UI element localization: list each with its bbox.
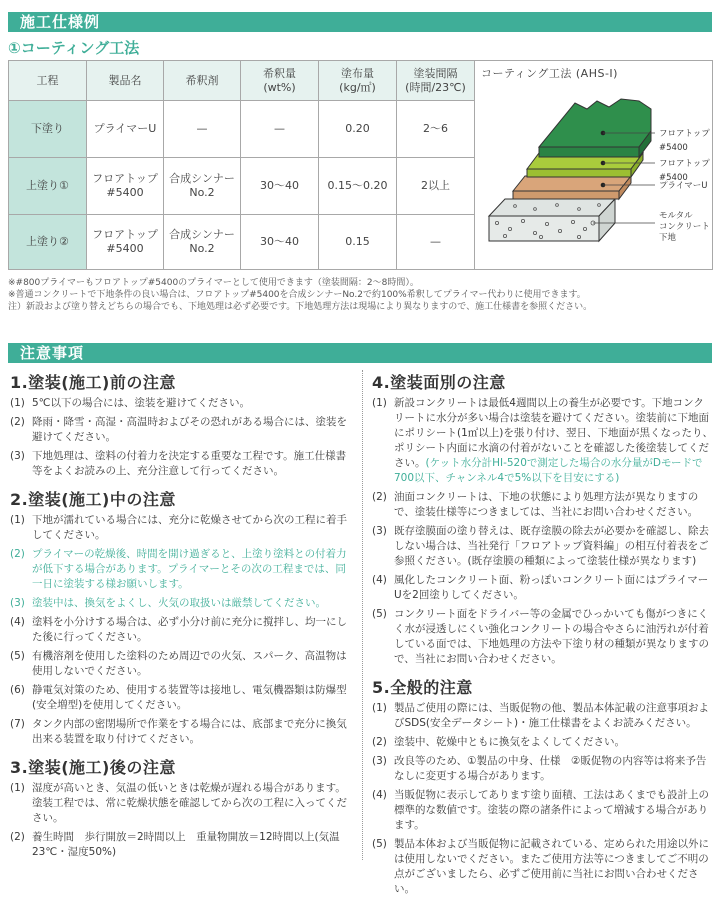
block-heading: 5.全般的注意 bbox=[372, 678, 473, 697]
item-number: (2) bbox=[10, 831, 25, 843]
layer-label-topcoat1: フロアトップ#5400 bbox=[659, 159, 710, 183]
header-unit: (時間/23℃) bbox=[405, 80, 466, 94]
caution-block-after bbox=[10, 755, 352, 860]
block-heading: 4.塗装面別の注意 bbox=[372, 373, 506, 392]
note-line: ※普通コンクリートで下地条件の良い場合は、フロアトップ#5400を合成シンナーNo.2で約100%希釈してプライマー代わりに使用できます。 bbox=[8, 290, 586, 300]
item-number: (3) bbox=[372, 525, 387, 537]
item-text: 製品本体および当販促物に記載されている、定められた用途以外には使用しないでください。またご使用方法等につきましてご不明の点がございましたら、必ずご使用前に当社にお問い合わせください。 bbox=[394, 838, 709, 895]
layer-label-substrate bbox=[659, 211, 712, 244]
item-number: (5) bbox=[372, 608, 387, 620]
list-item bbox=[372, 490, 714, 520]
block-heading: 2.塗装(施工)中の注意 bbox=[10, 490, 176, 509]
substrate-line: モルタル bbox=[659, 211, 693, 221]
diagram-title: コーティング工法 (AHS-I) bbox=[481, 67, 618, 80]
substrate-line: コンクリート下地 bbox=[659, 222, 710, 243]
item-number: (1) bbox=[10, 514, 25, 526]
list-item bbox=[10, 649, 352, 679]
caution-block-before bbox=[10, 370, 352, 479]
list-item bbox=[372, 573, 714, 603]
item-number: (1) bbox=[10, 397, 25, 409]
item-text: 養生時間 歩行開放＝2時間以上 重量物開放＝12時間以上(気温23℃・湿度50%) bbox=[32, 831, 340, 858]
header-label: 工程 bbox=[36, 73, 59, 87]
cell-thinner bbox=[164, 215, 241, 270]
spec-notes bbox=[8, 277, 592, 313]
column-divider bbox=[362, 370, 363, 860]
item-text: 塗装中、乾燥中ともに換気をよくしてください。 bbox=[394, 736, 625, 748]
item-number: (4) bbox=[372, 574, 387, 586]
thinner-code: No.2 bbox=[189, 242, 215, 255]
item-number: (7) bbox=[10, 718, 25, 730]
cell-dilution: 30〜40 bbox=[241, 215, 319, 270]
moisture-guideline: (ケット水分計HI-520で測定した場合の水分量がDモードで700以下、チャンネル4で5%以下を目安にする) bbox=[394, 457, 703, 484]
list-item bbox=[372, 396, 714, 486]
item-number: (2) bbox=[10, 548, 25, 560]
item-number: (3) bbox=[10, 450, 25, 462]
item-number: (1) bbox=[372, 702, 387, 714]
header-label: 製品名 bbox=[108, 73, 142, 87]
header-product bbox=[87, 61, 164, 101]
caution-block-during bbox=[10, 487, 352, 747]
cell-thinner: — bbox=[164, 101, 241, 158]
item-number: (4) bbox=[372, 789, 387, 801]
item-text: 油面コンクリートは、下地の状態により処理方法が異なりますので、塗装仕様等につきましては、当社にお問い合わせください。 bbox=[394, 491, 699, 518]
header-label: 希釈量 bbox=[263, 66, 296, 80]
thinner-code: No.2 bbox=[189, 186, 215, 199]
thinner-name: 合成シンナー bbox=[169, 228, 235, 241]
cell-coverage: 0.15 bbox=[319, 215, 397, 270]
list-item bbox=[10, 396, 352, 411]
list-item bbox=[10, 781, 352, 826]
list-item bbox=[372, 607, 714, 667]
item-number: (5) bbox=[10, 650, 25, 662]
list-item bbox=[372, 754, 714, 784]
item-text: 風化したコンクリート面、粉っぽいコンクリート面にはプライマーUを2回塗りしてください。 bbox=[394, 574, 709, 601]
item-text: 当販促物に表示してあります塗り面積、工法はあくまでも設計上の標準的な数値です。塗装の際の諸条件によって増減する場合があります。 bbox=[394, 789, 709, 831]
cell-coverage: 0.15〜0.20 bbox=[319, 158, 397, 215]
item-text: 塗料を小分けする場合は、必ず小分け前に充分に撹拌し、均一にした後に行ってください。 bbox=[32, 616, 347, 643]
item-text: 有機溶剤を使用した塗料のため周辺での火気、スパーク、高温物は使用しないでください。 bbox=[32, 650, 347, 677]
cell-interval: 2〜6 bbox=[397, 101, 475, 158]
header-label: 塗布量 bbox=[341, 66, 374, 80]
product-code: #5400 bbox=[106, 186, 144, 199]
caution-block-surface bbox=[372, 370, 714, 667]
list-item bbox=[10, 683, 352, 713]
item-text: 改良等のため、①製品の中身、仕様 ②販促物の内容等は将来予告なしに変更する場合があります。 bbox=[394, 755, 707, 782]
header-unit: (wt%) bbox=[263, 80, 296, 94]
item-number: (6) bbox=[10, 684, 25, 696]
item-number: (1) bbox=[372, 397, 387, 409]
item-text bbox=[394, 396, 714, 486]
cell-interval: — bbox=[397, 215, 475, 270]
item-number: (2) bbox=[372, 491, 387, 503]
list-item bbox=[10, 415, 352, 445]
item-body: 新設コンクリートは最低4週間以上の養生が必要です。下地コンクリートに水分が多い場合は塗装を避けてください。塗装前に下地面にポリシート(1㎡以上)を張り付け、翌日、下地面が黒くなったり、ポリシート内面に水滴の付着がないことを確認した後塗装してください。 bbox=[394, 397, 713, 469]
item-text: 静電気対策のため、使用する装置等は接地し、電気機器類は防爆型(安全増型)を使用してください。 bbox=[32, 684, 347, 711]
cell-step: 上塗り① bbox=[9, 158, 87, 215]
layer-label-topcoat2: フロアトップ#5400 bbox=[659, 129, 710, 153]
cell-product bbox=[87, 215, 164, 270]
item-text: 湿度が高いとき、気温の低いときは乾燥が遅れる場合があります。塗装工程では、常に乾燥状態を確認してから次の工程に入ってください。 bbox=[32, 782, 347, 824]
header-label: 希釈剤 bbox=[185, 73, 219, 87]
item-number: (5) bbox=[372, 838, 387, 850]
list-item bbox=[10, 830, 352, 860]
product-name: フロアトップ bbox=[92, 228, 158, 241]
item-text: 5℃以下の場合には、塗装を避けてください。 bbox=[32, 397, 250, 409]
item-text: 下地処理は、塗料の付着力を決定する重要な工程です。施工仕様書等をよくお読みの上、充分注意して行ってください。 bbox=[32, 450, 347, 477]
item-number: (2) bbox=[372, 736, 387, 748]
item-text: コンクリート面をドライバー等の金属でひっかいても傷がつきにくく水が浸透しにくい強化コンクリートの場合やさらに油汚れが付着している面では、下地処理の方法や下塗り材の種類が異なりますので、当社にお問い合わせください。 bbox=[394, 608, 709, 665]
header-dilution bbox=[241, 61, 319, 101]
list-item-highlighted bbox=[10, 547, 352, 592]
header-step bbox=[9, 61, 87, 101]
table-header-row bbox=[9, 61, 713, 101]
item-text: 降雨・降雪・高湿・高温時およびその恐れがある場合には、塗装を避けてください。 bbox=[32, 416, 347, 443]
list-item bbox=[372, 701, 714, 731]
list-item bbox=[372, 524, 714, 569]
item-number: (4) bbox=[10, 616, 25, 628]
list-item bbox=[10, 615, 352, 645]
list-item bbox=[10, 717, 352, 747]
caution-left-column bbox=[10, 370, 352, 868]
cell-interval: 2以上 bbox=[397, 158, 475, 215]
item-number: (3) bbox=[372, 755, 387, 767]
header-thinner bbox=[164, 61, 241, 101]
item-text: 製品ご使用の際には、当販促物の他、製品本体記載の注意事項およびSDS(安全データシート)・施工仕様書をよくお読みください。 bbox=[394, 702, 709, 729]
cell-dilution: — bbox=[241, 101, 319, 158]
list-item-highlighted bbox=[10, 596, 352, 611]
item-number: (3) bbox=[10, 597, 25, 609]
header-label: 塗装間隔 bbox=[413, 66, 458, 80]
caution-section-title: 注意事項 bbox=[8, 343, 712, 363]
header-interval bbox=[397, 61, 475, 101]
header-coverage bbox=[319, 61, 397, 101]
list-item bbox=[372, 735, 714, 750]
item-text: タンク内部の密閉場所で作業をする場合には、底部まで充分に換気出来る装置を取り付けてください。 bbox=[32, 718, 347, 745]
item-number: (1) bbox=[10, 782, 25, 794]
layer-label-primer: プライマーU bbox=[659, 181, 708, 191]
item-text: プライマーの乾燥後、時間を開け過ぎると、上塗り塗料との付着力が低下する場合があります。プライマーとその次の工程までは、同一日に塗装する様お願いします。 bbox=[32, 548, 347, 590]
list-item bbox=[372, 788, 714, 833]
cell-thinner bbox=[164, 158, 241, 215]
note-line: ※#800プライマーもフロアトップ#5400のプライマーとして使用できます（塗装間隔：2〜8時間）。 bbox=[8, 278, 419, 288]
block-heading: 1.塗装(施工)前の注意 bbox=[10, 373, 176, 392]
cell-step: 上塗り② bbox=[9, 215, 87, 270]
item-number: (2) bbox=[10, 416, 25, 428]
note-line: 注）新設および塗り替えどちらの場合でも、下地処理は必ず必要です。下地処理方法は現場により異なりますので、施工仕様書を参照ください。 bbox=[8, 302, 593, 312]
cell-step: 下塗り bbox=[9, 101, 87, 158]
block-heading: 3.塗装(施工)後の注意 bbox=[10, 758, 176, 777]
spec-table bbox=[8, 60, 713, 270]
method-subtitle: ①コーティング工法 bbox=[8, 39, 140, 57]
thinner-name: 合成シンナー bbox=[169, 172, 235, 185]
list-item bbox=[10, 449, 352, 479]
cell-product: プライマーU bbox=[87, 101, 164, 158]
item-text: 下地が濡れている場合には、充分に乾燥させてから次の工程に着手してください。 bbox=[32, 514, 347, 541]
list-item bbox=[10, 513, 352, 543]
cell-coverage: 0.20 bbox=[319, 101, 397, 158]
header-unit: (kg/㎡) bbox=[339, 80, 376, 94]
caution-right-column bbox=[372, 370, 714, 905]
item-text: 既存塗膜面の塗り替えは、既存塗膜の除去が必要かを確認し、除去しない場合は、当社発行「フロアトップ資料編」の相互付着表をご参照ください。(既存塗膜の種類によって塗装仕様が異なります) bbox=[394, 525, 709, 567]
caution-block-general bbox=[372, 675, 714, 897]
spec-section-title: 施工仕様例 bbox=[8, 12, 712, 32]
cell-product bbox=[87, 158, 164, 215]
cell-dilution: 30〜40 bbox=[241, 158, 319, 215]
product-name: フロアトップ bbox=[92, 172, 158, 185]
list-item bbox=[372, 837, 714, 897]
diagram-cell bbox=[475, 61, 713, 270]
item-text: 塗装中は、換気をよくし、火気の取扱いは厳禁してください。 bbox=[32, 597, 326, 609]
product-code: #5400 bbox=[106, 242, 144, 255]
